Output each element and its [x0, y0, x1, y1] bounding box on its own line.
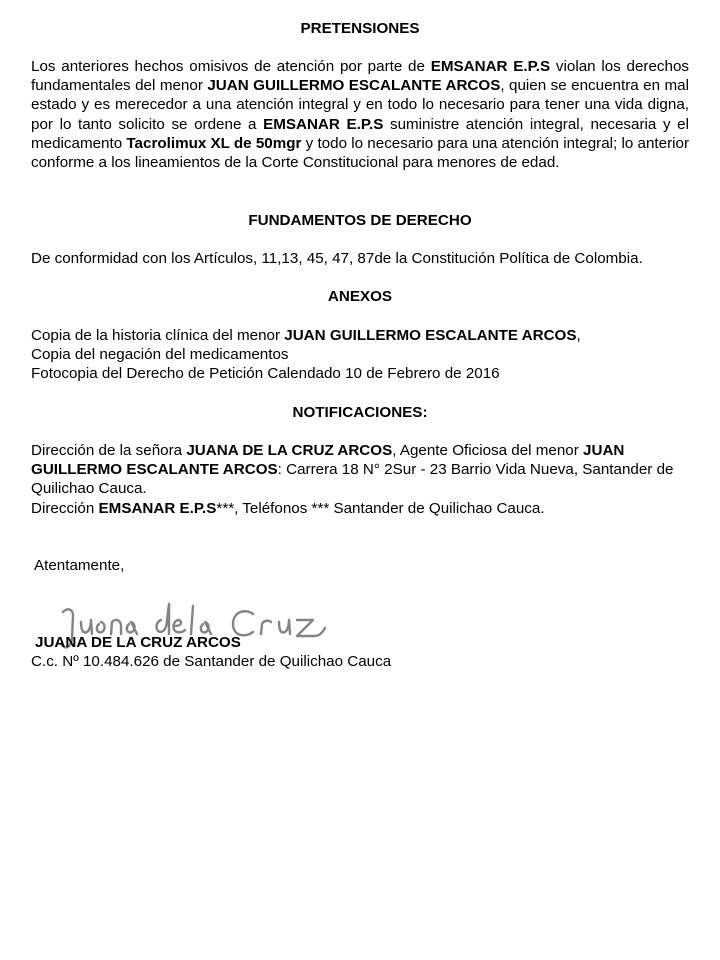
pretensiones-bold-eps-2: EMSANAR E.P.S: [263, 115, 384, 133]
anexos-item-2: Copia del negación del medicamentos: [31, 346, 289, 364]
notificaciones-text-5: ***, Teléfonos *** Santander de Quilichao Cauca.: [216, 499, 545, 517]
signer-name: JUANA DE LA CRUZ ARCOS: [35, 634, 241, 651]
notificaciones-text-2: , Agente Oficiosa del menor: [392, 442, 584, 459]
anexos-item-3: Fotocopia del Derecho de Petición Calendado 10 de Febrero de 2016: [31, 365, 500, 383]
anexos-item-1-tail: ,: [576, 327, 581, 344]
signature-text: Juana dela Cruz: [57, 598, 65, 599]
anexos-item-1: [31, 326, 689, 345]
notificaciones-text-1: Dirección de la señora: [31, 442, 187, 459]
heading-fundamentos: FUNDAMENTOS DE DERECHO: [248, 212, 472, 229]
pretensiones-bold-eps-1: EMSANAR E.P.S: [430, 58, 551, 75]
pretensiones-text-3: , quien se encuentra en mal estado y es merecedor a una atención integral y en todo lo necesario para tener una vida digna, por lo tanto solicito se ordene a: [31, 77, 689, 133]
pretensiones-bold-minor-name: JUAN GUILLERMO ESCALANTE ARCOS: [207, 77, 501, 95]
anexos-item-1-text: Copia de la historia clínica del menor: [31, 327, 285, 344]
pretensiones-text-4: suministre atención integral, necesaria y el medicamento: [31, 115, 689, 152]
notificaciones-bold-agent-name: JUANA DE LA CRUZ ARCOS: [186, 442, 393, 459]
pretensiones-bold-medication: Tacrolimux XL de 50mgr: [126, 134, 302, 152]
heading-notificaciones: NOTIFICACIONES:: [292, 404, 428, 421]
anexos-list: [31, 326, 689, 384]
pretensiones-text-5: y todo lo necesario para una atención integral; lo anterior conforme a los lineamientos de la Corte Constitucional para menores de edad.: [31, 134, 690, 172]
paragraph-pretensiones: [31, 57, 689, 172]
closing-salutation: Atentamente,: [34, 557, 125, 574]
notificaciones-text-3: : Carrera 18 N° 2Sur - 23 Barrio Vida Nueva, Santander de Quilichao Cauca.: [31, 461, 674, 498]
pretensiones-text-2: violan los derechos fundamentales del menor: [31, 58, 690, 95]
notificaciones-eps-line: [31, 499, 689, 518]
anexos-item-1-bold: JUAN GUILLERMO ESCALANTE ARCOS: [284, 327, 577, 344]
heading-anexos: ANEXOS: [327, 288, 393, 305]
notificaciones-address-line: [31, 441, 689, 499]
signer-id: C.c. Nº 10.484.626 de Santander de Quilichao Cauca: [31, 653, 392, 670]
heading-pretensiones: PRETENSIONES: [300, 20, 420, 37]
pretensiones-text-1: Los anteriores hechos omisivos de atención por parte de: [31, 58, 431, 75]
paragraph-fundamentos: De conformidad con los Artículos, 11,13, 45, 47, 87de la Constitución Política de Colombia.: [31, 250, 643, 267]
notificaciones-bold-minor-name: JUAN GUILLERMO ESCALANTE ARCOS: [31, 442, 625, 479]
notificaciones-text-4: Dirección: [31, 499, 99, 517]
paragraph-notificaciones: [31, 441, 689, 518]
notificaciones-bold-eps: EMSANAR E.P.S: [98, 499, 217, 517]
